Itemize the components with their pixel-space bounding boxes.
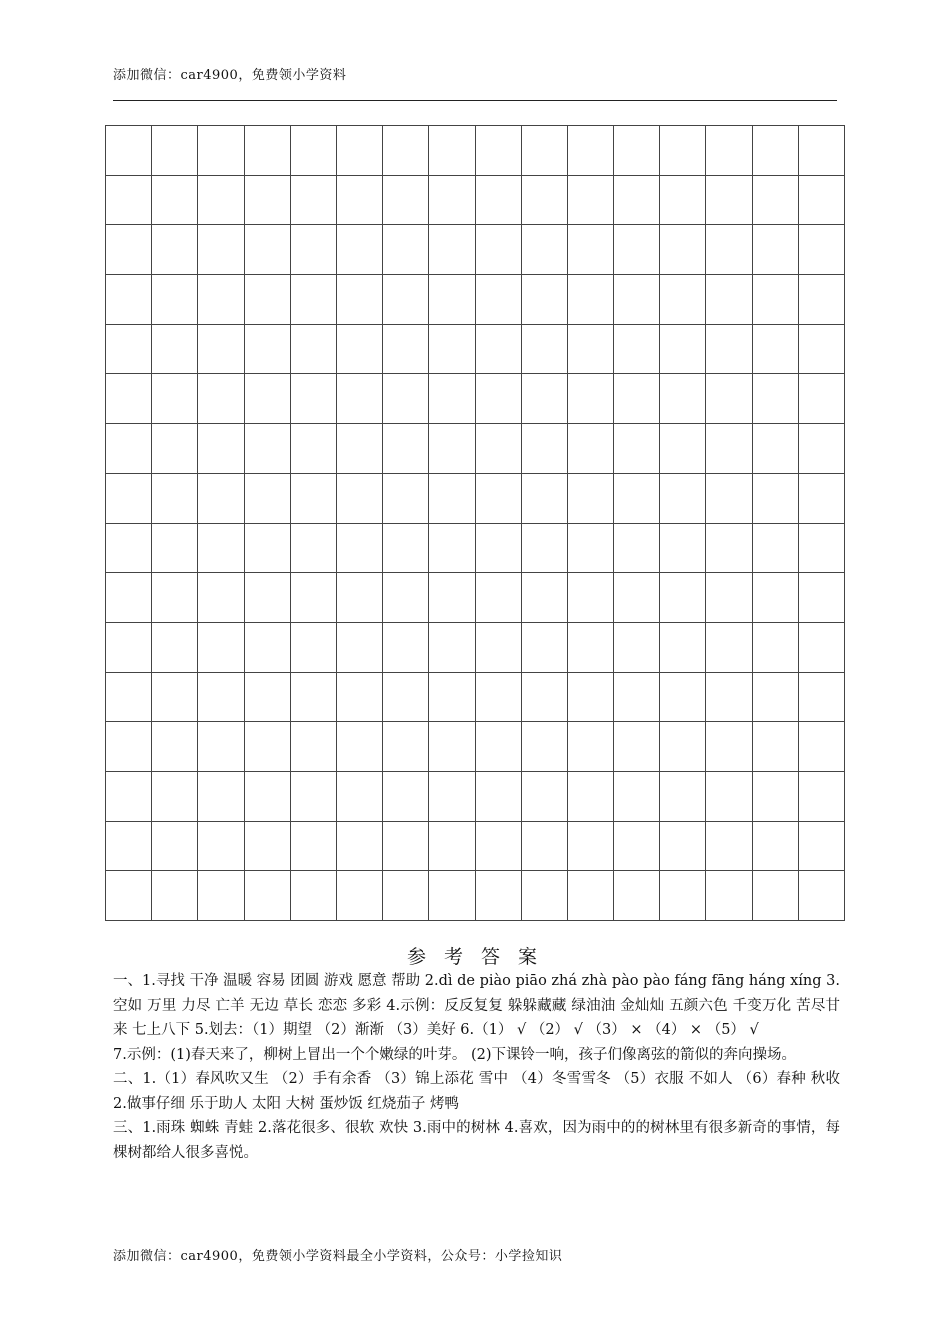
grid-cell [106,822,152,872]
grid-cell [660,225,706,275]
grid-cell [753,573,799,623]
grid-cell [568,275,614,325]
grid-cell [753,474,799,524]
grid-cell [198,424,244,474]
grid-cell [706,374,752,424]
grid-cell [568,126,614,176]
grid-cell [799,126,845,176]
grid-cell [198,573,244,623]
grid-cell [152,772,198,822]
grid-cell [476,822,522,872]
grid-cell [660,871,706,921]
answer-key-body [113,969,840,1165]
grid-cell [152,623,198,673]
grid-cell [522,673,568,723]
grid-cell [476,424,522,474]
grid-cell [476,325,522,375]
grid-cell [522,474,568,524]
grid-cell [383,176,429,226]
grid-cell [660,374,706,424]
grid-cell [476,722,522,772]
grid-cell [429,126,475,176]
grid-cell [614,871,660,921]
grid-cell [152,573,198,623]
grid-cell [799,524,845,574]
grid-cell [476,772,522,822]
grid-cell [291,673,337,723]
grid-cell [522,772,568,822]
grid-cell [383,722,429,772]
grid-cell [476,524,522,574]
grid-cell [614,126,660,176]
grid-cell [660,772,706,822]
grid-cell [614,374,660,424]
grid-cell [799,722,845,772]
grid-cell [337,225,383,275]
grid-cell [245,126,291,176]
grid-cell [476,673,522,723]
grid-cell [753,871,799,921]
grid-cell [383,573,429,623]
grid-cell [245,871,291,921]
grid-cell [753,524,799,574]
grid-cell [337,822,383,872]
grid-cell [753,325,799,375]
grid-cell [152,325,198,375]
grid-cell [522,424,568,474]
grid-cell [337,325,383,375]
grid-cell [198,374,244,424]
grid-cell [568,325,614,375]
grid-cell [337,623,383,673]
grid-cell [198,673,244,723]
grid-cell [429,524,475,574]
grid-cell [660,424,706,474]
grid-cell [198,871,244,921]
grid-cell [152,176,198,226]
grid-cell [522,524,568,574]
grid-cell [753,424,799,474]
grid-cell [660,524,706,574]
grid-cell [753,722,799,772]
grid-cell [799,772,845,822]
grid-cell [245,325,291,375]
grid-cell [337,772,383,822]
grid-cell [522,374,568,424]
grid-cell [383,126,429,176]
grid-cell [106,623,152,673]
grid-cell [568,871,614,921]
grid-cell [383,822,429,872]
grid-cell [429,424,475,474]
grid-cell [660,822,706,872]
grid-cell [383,871,429,921]
grid-cell [106,325,152,375]
grid-cell [799,822,845,872]
grid-cell [245,573,291,623]
grid-cell [245,474,291,524]
grid-cell [753,176,799,226]
grid-cell [476,176,522,226]
grid-cell [614,722,660,772]
footer-note: 添加微信：car4900，免费领小学资料最全小学资料，公众号：小学捡知识 [113,1249,563,1264]
grid-cell [429,325,475,375]
grid-cell [106,424,152,474]
grid-cell [291,126,337,176]
grid-cell [337,524,383,574]
grid-cell [291,225,337,275]
grid-cell [660,325,706,375]
grid-cell [291,573,337,623]
grid-cell [660,176,706,226]
grid-cell [660,474,706,524]
grid-cell [106,524,152,574]
grid-cell [476,474,522,524]
grid-cell [522,722,568,772]
grid-cell [706,325,752,375]
grid-cell [152,374,198,424]
grid-cell [522,822,568,872]
grid-cell [799,374,845,424]
answer-section-1-item-7: 7.示例：(1)春天来了，柳树上冒出一个个嫩绿的叶芽。 (2)下课铃一响，孩子们像离弦的箭似的奔向操场。 [113,1046,797,1063]
grid-cell [799,176,845,226]
grid-cell [568,474,614,524]
grid-cell [753,225,799,275]
grid-cell [245,772,291,822]
grid-cell [152,673,198,723]
grid-cell [660,126,706,176]
grid-cell [706,225,752,275]
grid-cell [291,623,337,673]
grid-cell [568,722,614,772]
grid-cell [383,325,429,375]
grid-cell [106,474,152,524]
grid-cell [106,126,152,176]
grid-cell [614,424,660,474]
grid-cell [706,822,752,872]
grid-cell [198,524,244,574]
grid-cell [198,275,244,325]
grid-cell [660,573,706,623]
grid-cell [706,573,752,623]
grid-cell [337,374,383,424]
grid-cell [245,374,291,424]
grid-cell [660,673,706,723]
grid-cell [753,822,799,872]
grid-cell [660,623,706,673]
grid-cell [799,275,845,325]
grid-cell [476,275,522,325]
grid-cell [245,225,291,275]
grid-cell [106,275,152,325]
grid-cell [291,722,337,772]
grid-cell [106,573,152,623]
grid-cell [799,474,845,524]
grid-cell [522,325,568,375]
grid-cell [198,225,244,275]
grid-cell [476,225,522,275]
grid-cell [429,623,475,673]
grid-cell [245,822,291,872]
grid-cell [337,126,383,176]
grid-cell [429,772,475,822]
grid-cell [522,871,568,921]
grid-cell [706,176,752,226]
grid-cell [522,176,568,226]
grid-cell [522,275,568,325]
grid-cell [753,673,799,723]
grid-cell [152,524,198,574]
grid-cell [706,474,752,524]
grid-cell [337,176,383,226]
grid-cell [706,275,752,325]
grid-cell [106,871,152,921]
grid-cell [106,772,152,822]
grid-cell [799,325,845,375]
answer-key-title: 参 考 答 案 [406,946,544,968]
grid-cell [706,722,752,772]
grid-cell [568,225,614,275]
grid-cell [568,772,614,822]
grid-cell [291,871,337,921]
grid-cell [198,772,244,822]
grid-cell [198,822,244,872]
grid-cell [337,424,383,474]
grid-cell [198,176,244,226]
header-note: 添加微信：car4900，免费领小学资料 [113,68,347,83]
grid-cell [152,871,198,921]
grid-cell [383,623,429,673]
grid-cell [383,424,429,474]
grid-cell [706,871,752,921]
grid-cell [568,573,614,623]
grid-cell [476,374,522,424]
grid-cell [614,772,660,822]
grid-cell [614,673,660,723]
grid-cell [614,474,660,524]
grid-cell [568,673,614,723]
grid-cell [152,424,198,474]
grid-cell [152,275,198,325]
grid-cell [614,524,660,574]
grid-cell [429,573,475,623]
grid-cell [614,573,660,623]
grid-cell [291,772,337,822]
grid-cell [337,275,383,325]
grid-cell [476,126,522,176]
grid-cell [429,176,475,226]
grid-cell [291,524,337,574]
grid-cell [383,673,429,723]
grid-cell [291,424,337,474]
grid-cell [568,176,614,226]
grid-cell [753,275,799,325]
grid-cell [614,225,660,275]
grid-cell [106,176,152,226]
grid-cell [753,126,799,176]
grid-cell [106,225,152,275]
grid-cell [245,176,291,226]
grid-cell [291,176,337,226]
grid-cell [614,623,660,673]
grid-cell [245,275,291,325]
grid-cell [198,623,244,673]
grid-cell [799,573,845,623]
grid-cell [245,673,291,723]
grid-cell [568,374,614,424]
grid-cell [614,325,660,375]
grid-cell [799,871,845,921]
grid-cell [614,176,660,226]
grid-cell [291,275,337,325]
grid-cell [291,474,337,524]
grid-cell [660,275,706,325]
grid-cell [152,126,198,176]
grid-cell [291,374,337,424]
grid-cell [706,524,752,574]
grid-cell [337,871,383,921]
grid-cell [799,673,845,723]
grid-cell [245,623,291,673]
grid-cell [152,722,198,772]
grid-cell [429,871,475,921]
grid-cell [106,673,152,723]
grid-cell [706,424,752,474]
grid-cell [753,623,799,673]
grid-cell [429,822,475,872]
grid-cell [198,722,244,772]
grid-cell [706,623,752,673]
grid-cell [706,673,752,723]
grid-cell [753,772,799,822]
grid-cell [476,573,522,623]
grid-cell [799,424,845,474]
header-divider [113,100,837,101]
grid-cell [476,871,522,921]
grid-cell [337,573,383,623]
grid-cell [660,722,706,772]
grid-cell [337,673,383,723]
grid-cell [152,474,198,524]
grid-cell [429,374,475,424]
grid-cell [106,374,152,424]
answer-section-2: 二、1.（1）春风吹又生 （2）手有余香 （3）锦上添花 雪中 （4）冬雪雪冬 （5）衣服 不如人 （6）春种 秋收 2.做事仔细 乐于助人 太阳 大树 蛋炒饭 红烧茄子 烤鸭 [113,1071,840,1112]
grid-cell [706,772,752,822]
grid-cell [152,822,198,872]
grid-cell [568,524,614,574]
writing-grid [105,125,845,921]
grid-cell [476,623,522,673]
grid-cell [429,722,475,772]
grid-cell [245,722,291,772]
grid-cell [568,623,614,673]
grid-cell [383,225,429,275]
grid-cell [106,722,152,772]
grid-cell [245,524,291,574]
grid-cell [614,275,660,325]
grid-cell [383,524,429,574]
grid-cell [337,722,383,772]
grid-cell [614,822,660,872]
grid-cell [383,772,429,822]
grid-cell [568,424,614,474]
grid-cell [198,474,244,524]
grid-cell [291,325,337,375]
grid-cell [429,225,475,275]
grid-cell [522,126,568,176]
grid-cell [799,225,845,275]
grid-cell [383,374,429,424]
grid-cell [429,673,475,723]
grid-cell [522,623,568,673]
grid-cell [152,225,198,275]
grid-cell [198,126,244,176]
answer-section-1: 一、1.寻找 干净 温暖 容易 团圆 游戏 愿意 帮助 2.dì de piào piāo zhá zhà pào pào fáng fāng háng xíng 3.空如 万里 力尽 亡羊 无边 草长 恋恋 多彩 4.示例：反反复复 躲躲藏藏 绿油油 金灿灿 五颜六色 千变万化 苦尽甘来 七上八下 5.划去：（1）期望 （2）渐渐 （3）美好 6.（1） √ （2） √ （3） × （4） × （5） √ [113,973,840,1038]
grid-cell [291,822,337,872]
grid-cell [522,573,568,623]
answer-section-3: 三、1.雨珠 蜘蛛 青蛙 2.落花很多、很软 欢快 3.雨中的树林 4.喜欢，因为雨中的的树林里有很多新奇的事情，每棵树都给人很多喜悦。 [113,1120,840,1161]
grid-cell [383,474,429,524]
grid-cell [753,374,799,424]
grid-cell [706,126,752,176]
grid-cell [245,424,291,474]
grid-cell [383,275,429,325]
grid-cell [337,474,383,524]
grid-cell [568,822,614,872]
grid-cell [799,623,845,673]
grid-cell [429,474,475,524]
grid-cell [522,225,568,275]
grid-cell [429,275,475,325]
grid-cell [198,325,244,375]
